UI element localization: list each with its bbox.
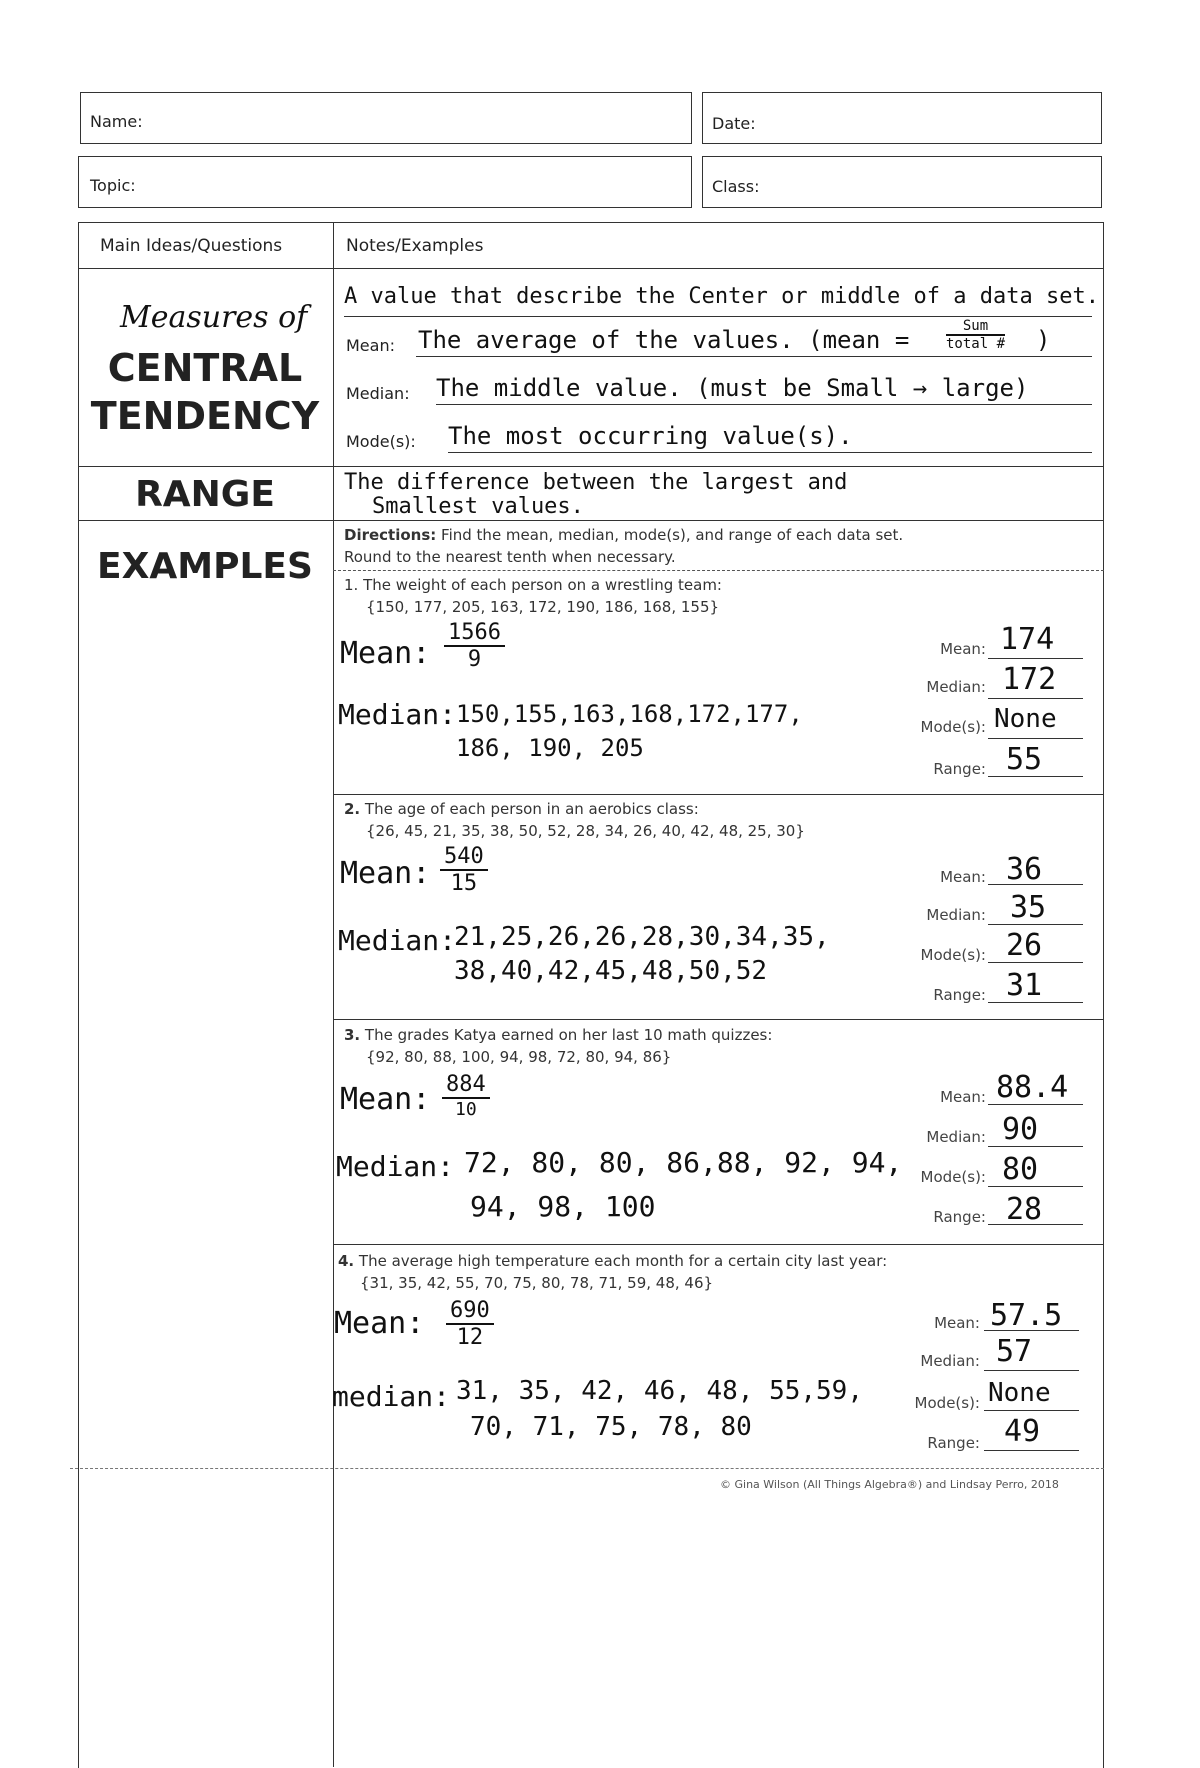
example-4-median-label: Median: — [920, 1352, 980, 1370]
example-1-range-label: Range: — [933, 760, 986, 778]
header-row-line — [78, 268, 1104, 269]
example-1-work-mean-den: 9 — [467, 647, 482, 672]
examples-title: EXAMPLES — [97, 546, 313, 587]
date-label: Date: — [712, 114, 756, 133]
example-3-data: {92, 80, 88, 100, 94, 98, 72, 80, 94, 86} — [366, 1048, 672, 1066]
example-3-mean-value: 88.4 — [996, 1070, 1069, 1105]
example-2-mean-line — [988, 884, 1083, 885]
example-1-work-mean-fraction — [444, 620, 505, 672]
example-3-work-mean-den: 10 — [455, 1099, 477, 1120]
mean-notes-line — [416, 356, 1092, 357]
example-1-work-median-line2: 186, 190, 205 — [456, 734, 644, 762]
definition-line — [344, 316, 1092, 317]
left-column-header: Main Ideas/Questions — [100, 236, 283, 256]
example-1-work-median-label: Median: — [338, 698, 457, 731]
example-4-work-mean-fraction — [446, 1298, 494, 1350]
example-3-mode-label: Mode(s): — [920, 1168, 986, 1186]
example-2-work-mean-fraction — [440, 844, 488, 896]
example-3-work-median-label: Median: — [336, 1150, 455, 1183]
range-notes-line1: The difference between the largest and — [344, 470, 848, 495]
example-1-work-mean-num: 1566 — [444, 620, 505, 647]
example-1-range-line — [988, 776, 1083, 777]
range-title: RANGE — [135, 474, 275, 515]
bottom-border — [70, 1468, 1104, 1469]
examples-row-line — [78, 520, 1104, 521]
example-4-range-value: 49 — [1004, 1414, 1041, 1449]
example-4-mean-label: Mean: — [934, 1314, 980, 1332]
example-1-mode-value: None — [994, 704, 1057, 734]
mode-notes-line — [448, 452, 1092, 453]
example-2-work-median-line2: 38,40,42,45,48,50,52 — [454, 956, 768, 986]
mean-formula-fraction — [946, 318, 1005, 352]
example-2-range-label: Range: — [933, 986, 986, 1004]
tendency-title: TENDENCY — [90, 394, 320, 438]
example-4-work-mean-den: 12 — [456, 1325, 484, 1350]
example-3-mode-line — [988, 1186, 1083, 1187]
range-notes-line2: Smallest values. — [372, 494, 584, 519]
example-2-work-mean-num: 540 — [440, 844, 488, 871]
example-3-work-mean-label: Mean: — [340, 1082, 431, 1117]
mean-notes-label: Mean: — [346, 336, 395, 355]
range-row-line — [78, 466, 1104, 467]
example-4-mean-value: 57.5 — [990, 1298, 1063, 1333]
example-2-work-median-line1: 21,25,26,26,28,30,34,35, — [454, 922, 830, 952]
example-2-mode-line — [988, 962, 1083, 963]
example-2-median-line — [988, 924, 1083, 925]
example-1-work-mean-label: Mean: — [340, 636, 431, 671]
example-4-mode-label: Mode(s): — [914, 1394, 980, 1412]
example-2-mean-value: 36 — [1006, 852, 1043, 887]
example-4-prompt — [338, 1252, 887, 1270]
example-4-median-value: 57 — [996, 1334, 1033, 1369]
name-label: Name: — [90, 112, 143, 131]
example-3-work-median-line2: 94, 98, 100 — [470, 1190, 656, 1223]
example-3-mean-label: Mean: — [940, 1088, 986, 1106]
measures-of-script: Measures of — [120, 300, 308, 335]
example-2-work-mean-den: 15 — [450, 871, 478, 896]
example-1-mode-label: Mode(s): — [920, 718, 986, 736]
example-2-question: The age of each person in an aerobics class: — [360, 800, 699, 818]
topic-box — [78, 156, 692, 208]
mean-notes-close: ) — [1036, 326, 1051, 354]
example-1-work-median-line1: 150,155,163,168,172,177, — [456, 700, 803, 728]
example-2-number: 2. — [344, 800, 361, 818]
example-4-mode-line — [984, 1410, 1079, 1411]
right-column-header: Notes/Examples — [346, 236, 484, 256]
mean-formula-denominator: total # — [946, 336, 1006, 352]
example-4-mean-line — [984, 1330, 1079, 1331]
example-1-median-line — [988, 698, 1083, 699]
example-3-median-value: 90 — [1002, 1112, 1039, 1147]
example-4-range-label: Range: — [927, 1434, 980, 1452]
median-notes-text: The middle value. (must be Small → large) — [436, 374, 1029, 402]
topic-label: Topic: — [90, 176, 136, 195]
example-2-median-value: 35 — [1010, 890, 1047, 925]
example-1-data: {150, 177, 205, 163, 172, 190, 186, 168, 155} — [366, 598, 720, 616]
median-notes-line — [436, 404, 1092, 405]
copyright-footer: © Gina Wilson (All Things Algebra®) and Lindsay Perro, 2018 — [720, 1478, 1059, 1491]
example-4-range-line — [984, 1450, 1079, 1451]
example-3-mean-line — [988, 1104, 1083, 1105]
example-1-number: 1. — [344, 576, 359, 594]
central-definition: A value that describe the Center or middle of a data set. — [344, 284, 1099, 309]
example-2-prompt — [344, 800, 699, 818]
example-2-median-label: Median: — [926, 906, 986, 924]
directions — [344, 526, 903, 544]
example-3-range-value: 28 — [1006, 1192, 1043, 1227]
example-4-work-mean-num: 690 — [446, 1298, 494, 1325]
example-3-range-label: Range: — [933, 1208, 986, 1226]
example-2-range-line — [988, 1002, 1083, 1003]
directions-bold: Directions: — [344, 526, 437, 544]
example-1-range-value: 55 — [1006, 742, 1043, 777]
example-3-work-mean-num: 884 — [442, 1072, 490, 1099]
example-4-number: 4. — [338, 1252, 355, 1270]
example-1-median-label: Median: — [926, 678, 986, 696]
example-2-mean-label: Mean: — [940, 868, 986, 886]
name-box — [80, 92, 692, 144]
example-4-work-mean-label: Mean: — [334, 1306, 425, 1341]
example-4-data: {31, 35, 42, 55, 70, 75, 80, 78, 71, 59, 48, 46} — [360, 1274, 714, 1292]
example-3-prompt — [344, 1026, 772, 1044]
example-4-question: The average high temperature each month for a certain city last year: — [354, 1252, 888, 1270]
mean-formula-numerator: Sum — [946, 318, 1005, 336]
example-4-work-median-label: median: — [332, 1380, 451, 1413]
example-1-mean-line — [988, 658, 1083, 659]
example-3-range-line — [988, 1224, 1083, 1225]
directions-line1: Find the mean, median, mode(s), and range of each data set. — [436, 526, 904, 544]
example-2-mode-label: Mode(s): — [920, 946, 986, 964]
example-1-median-value: 172 — [1002, 662, 1057, 697]
example-4-median-line — [984, 1370, 1079, 1371]
example-1-question: The weight of each person on a wrestling team: — [358, 576, 722, 594]
example-3-median-line — [988, 1146, 1083, 1147]
mode-notes-label: Mode(s): — [346, 432, 416, 451]
example-3-question: The grades Katya earned on her last 10 math quizzes: — [360, 1026, 773, 1044]
example-3-mode-value: 80 — [1002, 1152, 1039, 1187]
example-3-work-median-line1: 72, 80, 80, 86,88, 92, 94, — [464, 1146, 903, 1179]
example-2-data: {26, 45, 21, 35, 38, 50, 52, 28, 34, 26, 40, 42, 48, 25, 30} — [366, 822, 805, 840]
mode-notes-text: The most occurring value(s). — [448, 422, 853, 450]
mean-notes-text: The average of the values. (mean = — [418, 326, 910, 354]
date-box — [702, 92, 1102, 144]
example-1-mean-label: Mean: — [940, 640, 986, 658]
example-2-work-median-label: Median: — [338, 924, 457, 957]
example-1-prompt — [344, 576, 722, 594]
example-4-mode-value: None — [988, 1378, 1051, 1408]
example-2-mode-value: 26 — [1006, 928, 1043, 963]
example-3-work-mean-fraction — [442, 1072, 490, 1120]
example-4-work-median-line1: 31, 35, 42, 46, 48, 55,59, — [456, 1376, 863, 1406]
example-4-work-median-line2: 70, 71, 75, 78, 80 — [470, 1412, 752, 1442]
class-box — [702, 156, 1102, 208]
median-notes-label: Median: — [346, 384, 410, 403]
example-3-median-label: Median: — [926, 1128, 986, 1146]
class-label: Class: — [712, 177, 760, 196]
example-2-work-mean-label: Mean: — [340, 856, 431, 891]
example-1-mode-line — [988, 738, 1083, 739]
central-title: CENTRAL — [107, 346, 303, 390]
example-2-range-value: 31 — [1006, 968, 1043, 1003]
directions-line2: Round to the nearest tenth when necessary. — [344, 548, 676, 566]
example-1-mean-value: 174 — [1000, 622, 1055, 657]
example-3-number: 3. — [344, 1026, 361, 1044]
